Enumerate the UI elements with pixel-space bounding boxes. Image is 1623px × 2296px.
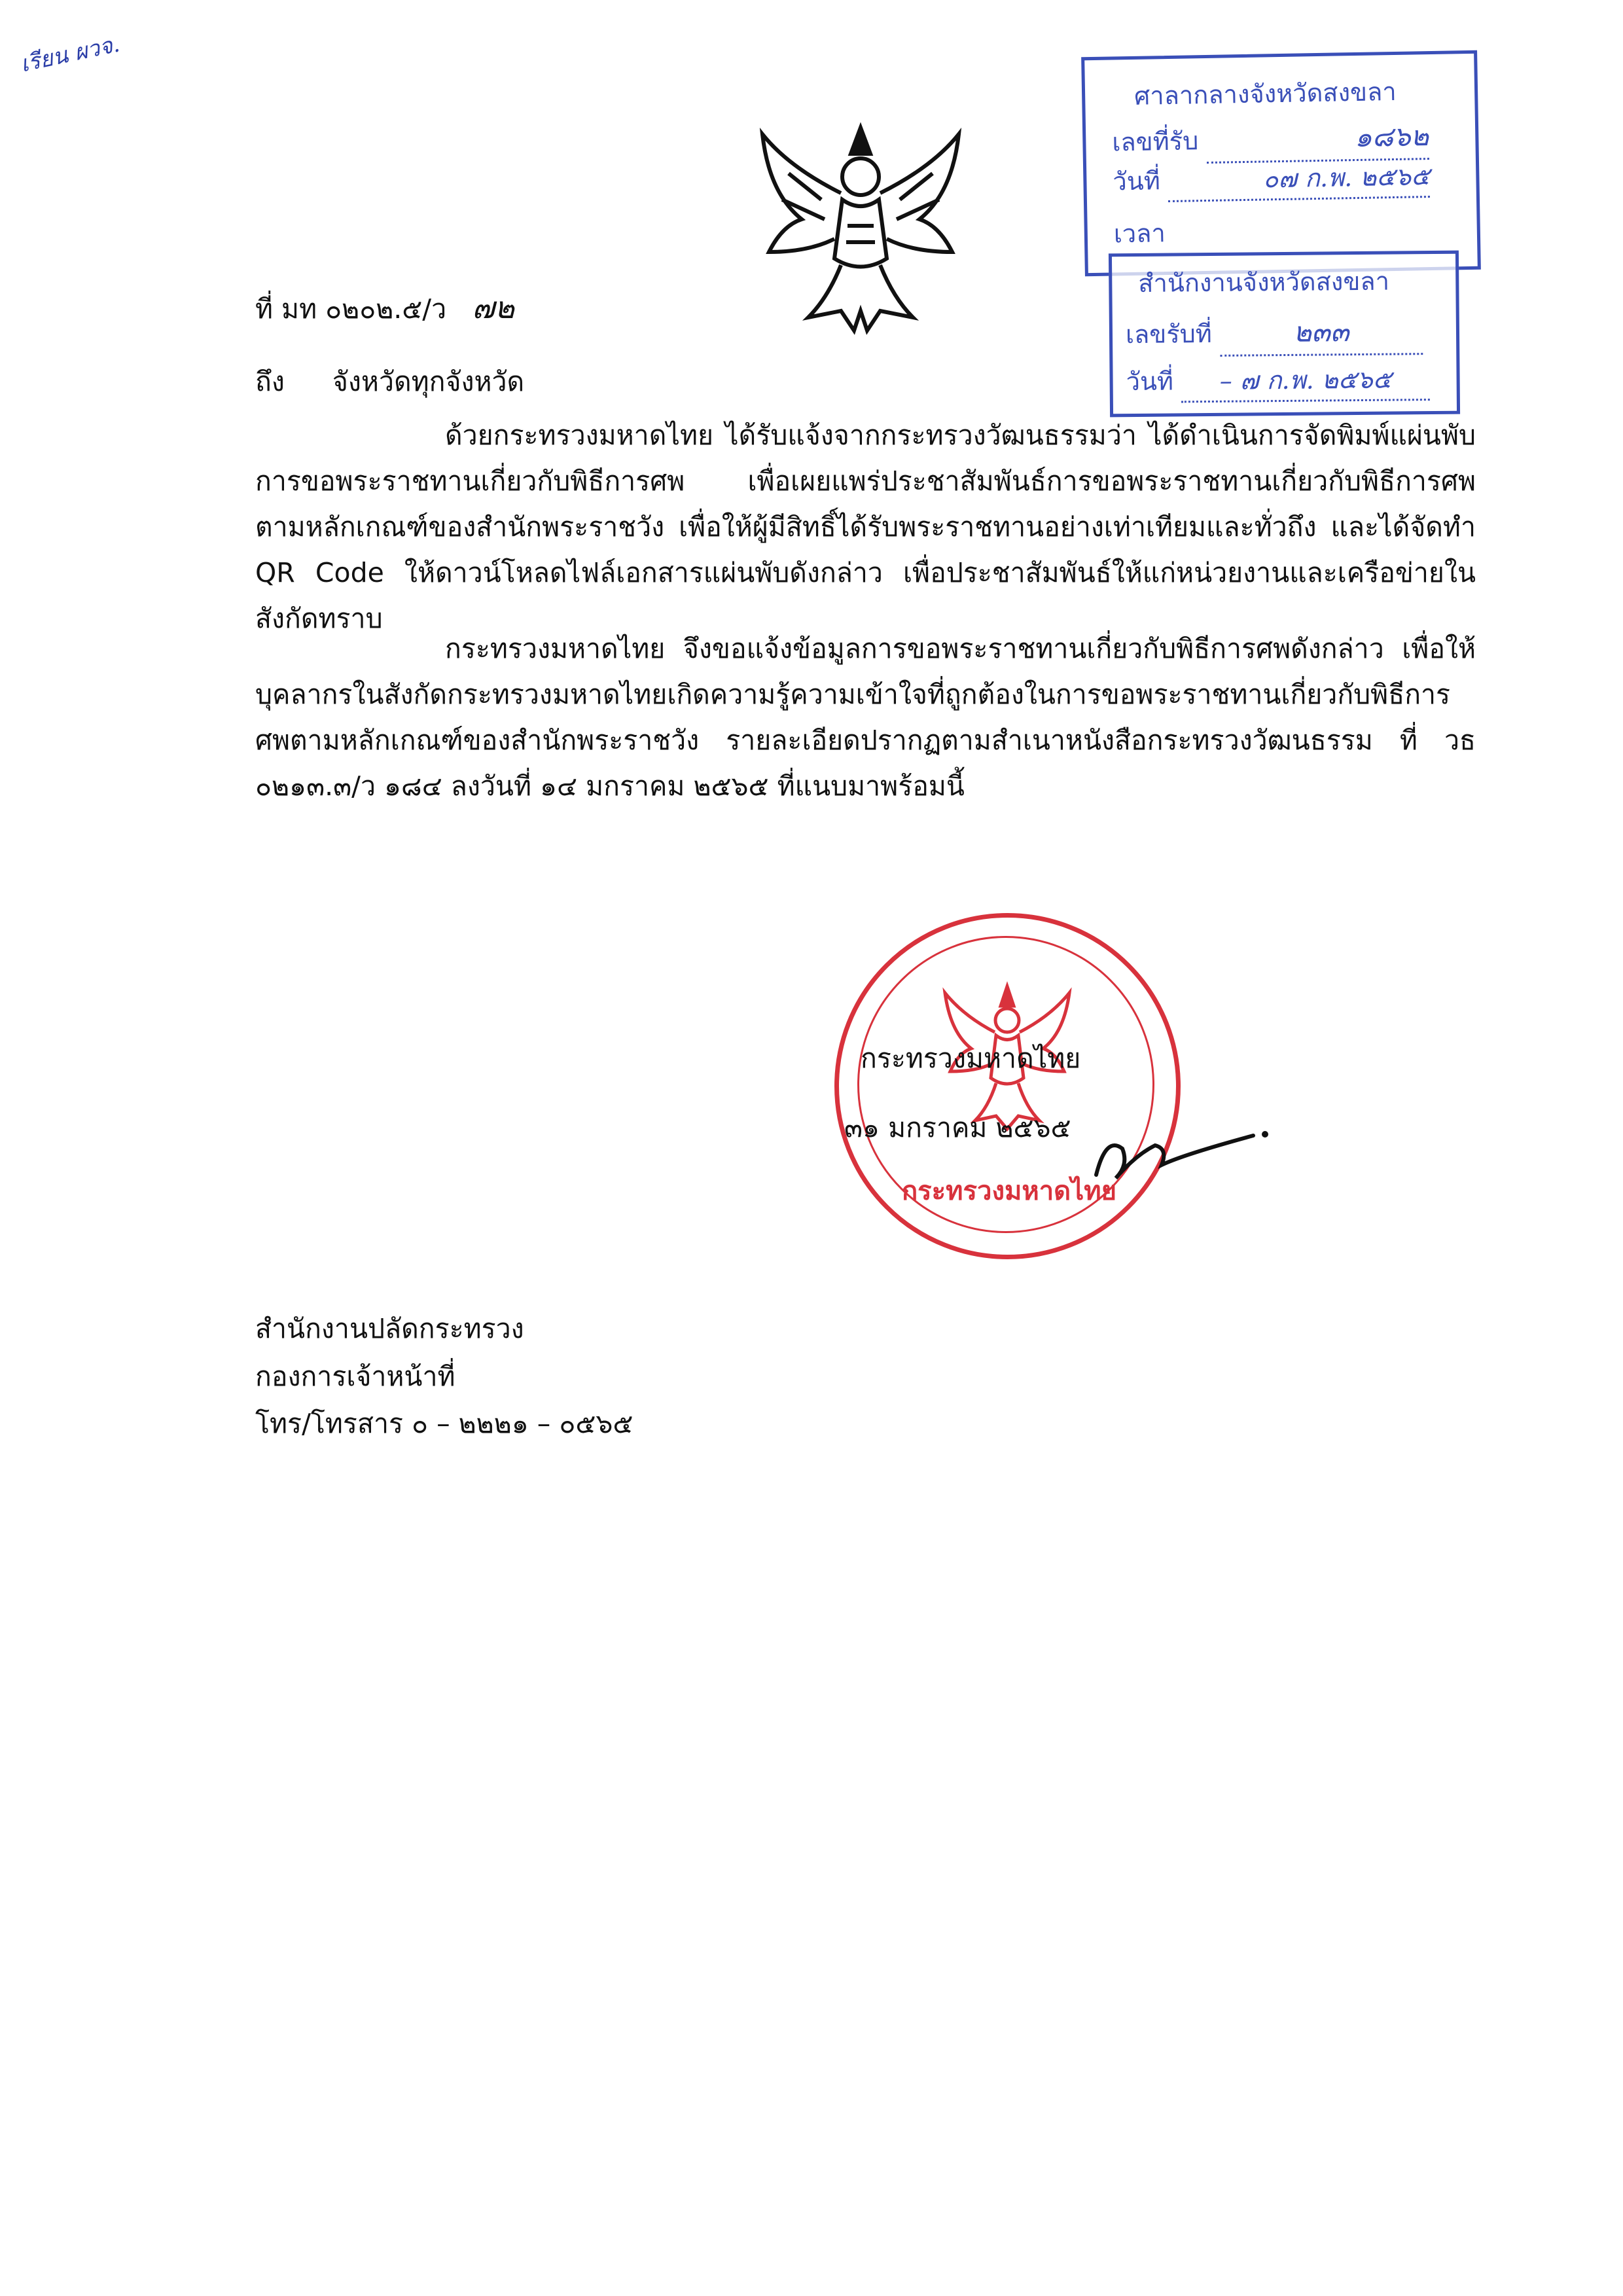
body-paragraph-2: กระทรวงมหาดไทย จึงขอแจ้งข้อมูลการขอพระราชทานเกี่ยวกับพิธีการศพดังกล่าว เพื่อให้บุคลากรในสังกัดกระทรวงมหาดไทยเกิดความรู้ความเข้าใจที่ถูกต้องในการขอพระราชทานเกี่ยวกับพิธีการศพตามหลักเกณฑ์ของสำนักพระราชวัง รายละเอียดปรากฏตามสำเนาหนังสือกระทรวงวัฒนธรรม ที่ วธ ๐๒๑๓.๓/ว ๑๘๔ ลงวันที่ ๑๔ มกราคม ๒๕๖๕ ที่แนบมาพร้อมนี้ bbox=[255, 633, 1476, 802]
signature-ministry: กระทรวงมหาดไทย bbox=[861, 1043, 1081, 1074]
stamp-hall-receipt-date-value: ๐๗ ก.พ. ๒๕๖๕ bbox=[1168, 156, 1430, 202]
stamp-hall-receipt-value: ๑๘๖๒ bbox=[1206, 115, 1429, 164]
stamp-hall-title: ศาลากลางจังหวัดสงขลา bbox=[1133, 77, 1397, 111]
stamp-hall-receipt-date bbox=[1113, 156, 1431, 203]
stamp-office-date-label: วันที่ bbox=[1126, 367, 1174, 397]
receipt-stamp-provincial-hall bbox=[1081, 50, 1481, 277]
recipient-line bbox=[255, 359, 524, 404]
stamp-office-receipt-no bbox=[1126, 310, 1423, 357]
stamp-hall-receipt-label: เลขที่รับ bbox=[1112, 126, 1199, 157]
ministry-seal bbox=[834, 913, 1181, 1259]
signature-date: ๓๑ มกราคม ๒๕๖๕ bbox=[844, 1112, 1071, 1143]
margin-note bbox=[17, 26, 122, 82]
doc-number-prefix: ที่ มท ๐๒๐๒.๕/ว bbox=[255, 293, 447, 325]
body-paragraph-1: ด้วยกระทรวงมหาดไทย ได้รับแจ้งจากกระทรวงวัฒนธรรมว่า ได้ดำเนินการจัดพิมพ์แผ่นพับการขอพระราชทานเกี่ยวกับพิธีการศพ เพื่อเผยแพร่ประชาสัมพันธ์การขอพระราชทานเกี่ยวกับพิธีการศพ ตามหลักเกณฑ์ของสำนักพระราชวัง เพื่อให้ผู้มีสิทธิ์ได้รับพระราชทานอย่างเท่าเทียมและทั่วถึง และได้จัดทำ QR Code ให้ดาวน์โหลดไฟล์เอกสารแผ่นพับดังกล่าว เพื่อประชาสัมพันธ์ให้แก่หน่วยงานและเครือข่ายในสังกัดทราบ bbox=[255, 420, 1476, 634]
signature-scribble-icon bbox=[1083, 1109, 1270, 1194]
footer-office: สำนักงานปลัดกระทรวง bbox=[255, 1313, 524, 1344]
stamp-office-receipt-label: เลขรับที่ bbox=[1125, 319, 1213, 350]
stamp-hall-time-label: เวลา bbox=[1113, 219, 1166, 249]
stamp-hall-date-prefix-label: วันที่ bbox=[1113, 166, 1161, 196]
stamp-office-date bbox=[1126, 359, 1430, 403]
doc-number bbox=[255, 285, 514, 332]
garuda-emblem-icon bbox=[743, 115, 978, 350]
recipient-label: ถึง bbox=[255, 366, 285, 397]
doc-number-handwritten: ๗๒ bbox=[472, 290, 515, 325]
seal-text: กระทรวงมหาดไทย bbox=[901, 1176, 1117, 1206]
receipt-stamp-provincial-office bbox=[1109, 251, 1460, 418]
stamp-office-receipt-value: ๒๓๓ bbox=[1220, 310, 1423, 357]
stamp-hall-time bbox=[1113, 213, 1166, 253]
footer-division: กองการเจ้าหน้าที่ bbox=[255, 1361, 455, 1392]
stamp-office-title: สำนักงานจังหวัดสงขลา bbox=[1138, 266, 1390, 298]
stamp-office-date-value: – ๗ ก.พ. ๒๕๖๕ bbox=[1181, 359, 1431, 403]
recipient-name: จังหวัดทุกจังหวัด bbox=[332, 366, 525, 397]
footer-phone: โทร/โทรสาร ๐ – ๒๒๒๑ – ๐๕๖๕ bbox=[255, 1408, 633, 1439]
margin-note-text: เรียน ผวจ. bbox=[18, 31, 122, 78]
